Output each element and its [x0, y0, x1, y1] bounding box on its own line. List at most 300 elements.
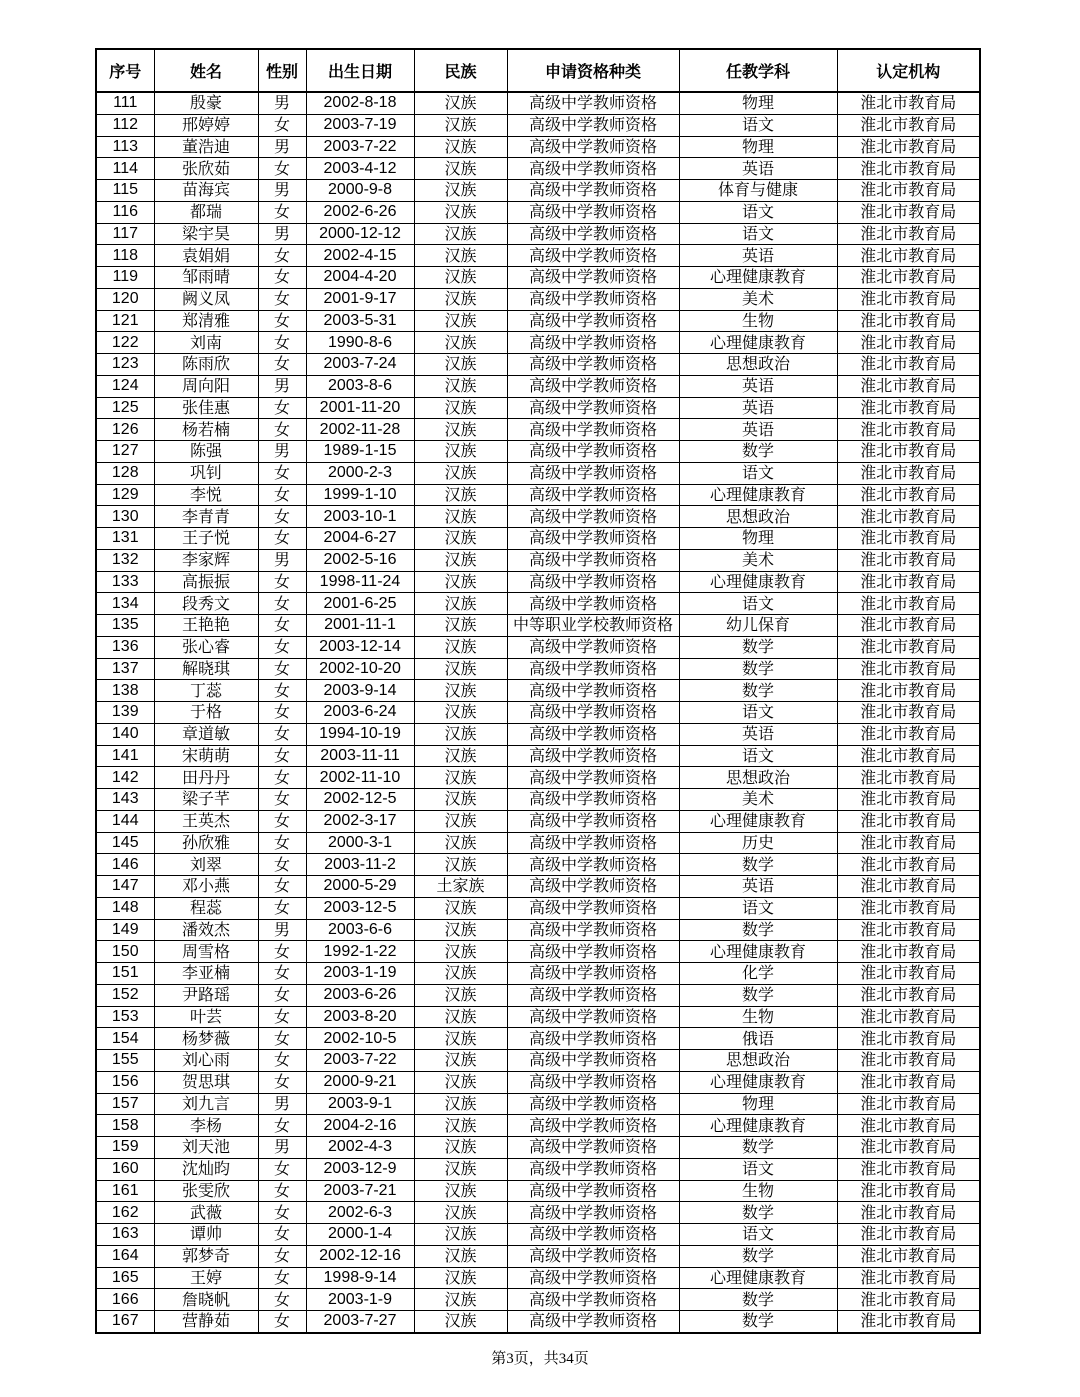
cell-subject: 英语	[679, 397, 837, 419]
cell-ethnicity: 汉族	[414, 1050, 507, 1072]
table-row	[96, 114, 980, 136]
cell-name: 丁蕊	[154, 680, 258, 702]
cell-qualification-type: 高级中学教师资格	[507, 223, 679, 245]
cell-gender: 男	[258, 1137, 306, 1159]
cell-gender: 男	[258, 441, 306, 463]
cell-certifying-authority: 淮北市教育局	[837, 984, 980, 1006]
cell-seq: 119	[96, 267, 154, 289]
cell-name: 谭帅	[154, 1224, 258, 1246]
cell-gender: 女	[258, 1028, 306, 1050]
cell-subject: 英语	[679, 419, 837, 441]
table-row	[96, 876, 980, 898]
cell-gender: 女	[258, 397, 306, 419]
cell-subject: 心理健康教育	[679, 1115, 837, 1137]
cell-birthdate: 1998-9-14	[306, 1267, 414, 1289]
cell-subject: 心理健康教育	[679, 571, 837, 593]
cell-gender: 女	[258, 1202, 306, 1224]
cell-qualification-type: 高级中学教师资格	[507, 158, 679, 180]
cell-subject: 生物	[679, 1180, 837, 1202]
cell-birthdate: 2000-1-4	[306, 1224, 414, 1246]
cell-birthdate: 2003-1-9	[306, 1289, 414, 1311]
cell-seq: 125	[96, 397, 154, 419]
cell-gender: 女	[258, 1180, 306, 1202]
cell-ethnicity: 汉族	[414, 1289, 507, 1311]
cell-birthdate: 2001-9-17	[306, 288, 414, 310]
cell-name: 章道敏	[154, 723, 258, 745]
table-row	[96, 1115, 980, 1137]
cell-birthdate: 1999-1-10	[306, 484, 414, 506]
page-prefix: 第	[491, 1349, 507, 1367]
cell-seq: 152	[96, 984, 154, 1006]
table-row	[96, 963, 980, 985]
cell-certifying-authority: 淮北市教育局	[837, 462, 980, 484]
cell-name: 解晓琪	[154, 658, 258, 680]
table-row	[96, 158, 980, 180]
cell-qualification-type: 高级中学教师资格	[507, 245, 679, 267]
cell-name: 杨若楠	[154, 419, 258, 441]
cell-name: 孙欣雅	[154, 832, 258, 854]
table-row	[96, 1311, 980, 1333]
table-row	[96, 1028, 980, 1050]
cell-certifying-authority: 淮北市教育局	[837, 288, 980, 310]
cell-certifying-authority: 淮北市教育局	[837, 1071, 980, 1093]
table-row	[96, 1289, 980, 1311]
table-row	[96, 658, 980, 680]
cell-qualification-type: 高级中学教师资格	[507, 484, 679, 506]
cell-birthdate: 2003-7-27	[306, 1311, 414, 1333]
cell-gender: 女	[258, 1115, 306, 1137]
cell-gender: 女	[258, 310, 306, 332]
cell-qualification-type: 高级中学教师资格	[507, 832, 679, 854]
cell-subject: 心理健康教育	[679, 267, 837, 289]
table-row	[96, 310, 980, 332]
cell-name: 李杨	[154, 1115, 258, 1137]
cell-seq: 159	[96, 1137, 154, 1159]
cell-name: 田丹丹	[154, 767, 258, 789]
cell-certifying-authority: 淮北市教育局	[837, 571, 980, 593]
table-row	[96, 397, 980, 419]
cell-ethnicity: 汉族	[414, 680, 507, 702]
cell-seq: 127	[96, 441, 154, 463]
cell-seq: 123	[96, 354, 154, 376]
cell-seq: 160	[96, 1158, 154, 1180]
cell-gender: 女	[258, 1311, 306, 1333]
teacher-qualification-table	[95, 48, 981, 1334]
cell-subject: 美术	[679, 288, 837, 310]
cell-ethnicity: 汉族	[414, 767, 507, 789]
cell-seq: 126	[96, 419, 154, 441]
cell-gender: 男	[258, 136, 306, 158]
cell-seq: 131	[96, 528, 154, 550]
cell-subject: 数学	[679, 658, 837, 680]
cell-ethnicity: 汉族	[414, 506, 507, 528]
cell-birthdate: 2003-7-19	[306, 114, 414, 136]
cell-gender: 女	[258, 723, 306, 745]
cell-subject: 语文	[679, 201, 837, 223]
cell-subject: 语文	[679, 462, 837, 484]
cell-ethnicity: 汉族	[414, 267, 507, 289]
cell-certifying-authority: 淮北市教育局	[837, 1028, 980, 1050]
cell-ethnicity: 汉族	[414, 136, 507, 158]
cell-certifying-authority: 淮北市教育局	[837, 1202, 980, 1224]
table-row	[96, 1137, 980, 1159]
cell-certifying-authority: 淮北市教育局	[837, 854, 980, 876]
cell-ethnicity: 汉族	[414, 593, 507, 615]
cell-certifying-authority: 淮北市教育局	[837, 1158, 980, 1180]
header-qualification-type: 申请资格种类	[507, 49, 679, 92]
cell-gender: 男	[258, 375, 306, 397]
cell-gender: 女	[258, 745, 306, 767]
cell-name: 程蕊	[154, 897, 258, 919]
cell-seq: 122	[96, 332, 154, 354]
cell-seq: 155	[96, 1050, 154, 1072]
cell-subject: 数学	[679, 680, 837, 702]
cell-seq: 146	[96, 854, 154, 876]
cell-ethnicity: 汉族	[414, 223, 507, 245]
cell-certifying-authority: 淮北市教育局	[837, 1224, 980, 1246]
cell-ethnicity: 汉族	[414, 1267, 507, 1289]
cell-subject: 幼儿保育	[679, 615, 837, 637]
cell-name: 苗海宾	[154, 180, 258, 202]
cell-seq: 137	[96, 658, 154, 680]
cell-certifying-authority: 淮北市教育局	[837, 658, 980, 680]
cell-name: 王子悦	[154, 528, 258, 550]
table-row	[96, 201, 980, 223]
cell-ethnicity: 汉族	[414, 745, 507, 767]
cell-ethnicity: 汉族	[414, 1137, 507, 1159]
table-row	[96, 1224, 980, 1246]
cell-birthdate: 2003-6-26	[306, 984, 414, 1006]
cell-qualification-type: 高级中学教师资格	[507, 593, 679, 615]
cell-certifying-authority: 淮北市教育局	[837, 1115, 980, 1137]
cell-birthdate: 2004-6-27	[306, 528, 414, 550]
table-row	[96, 919, 980, 941]
cell-birthdate: 2002-12-16	[306, 1245, 414, 1267]
cell-birthdate: 1990-8-6	[306, 332, 414, 354]
table-row	[96, 1180, 980, 1202]
cell-subject: 数学	[679, 1137, 837, 1159]
header-certifying-authority: 认定机构	[837, 49, 980, 92]
cell-qualification-type: 中等职业学校教师资格	[507, 615, 679, 637]
cell-subject: 英语	[679, 723, 837, 745]
cell-certifying-authority: 淮北市教育局	[837, 636, 980, 658]
table-row	[96, 897, 980, 919]
cell-seq: 139	[96, 702, 154, 724]
cell-seq: 132	[96, 549, 154, 571]
cell-certifying-authority: 淮北市教育局	[837, 201, 980, 223]
cell-subject: 数学	[679, 441, 837, 463]
table-row	[96, 636, 980, 658]
cell-name: 段秀文	[154, 593, 258, 615]
cell-seq: 133	[96, 571, 154, 593]
cell-name: 李青青	[154, 506, 258, 528]
table-row	[96, 1267, 980, 1289]
cell-seq: 134	[96, 593, 154, 615]
cell-subject: 数学	[679, 1289, 837, 1311]
cell-qualification-type: 高级中学教师资格	[507, 767, 679, 789]
cell-gender: 女	[258, 571, 306, 593]
cell-ethnicity: 汉族	[414, 92, 507, 114]
cell-seq: 162	[96, 1202, 154, 1224]
cell-name: 周雪格	[154, 941, 258, 963]
cell-gender: 男	[258, 180, 306, 202]
table-row	[96, 528, 980, 550]
cell-gender: 女	[258, 1245, 306, 1267]
table-row	[96, 92, 980, 114]
cell-birthdate: 2003-7-21	[306, 1180, 414, 1202]
cell-birthdate: 2003-12-14	[306, 636, 414, 658]
cell-subject: 英语	[679, 876, 837, 898]
cell-gender: 女	[258, 114, 306, 136]
cell-qualification-type: 高级中学教师资格	[507, 1137, 679, 1159]
cell-seq: 141	[96, 745, 154, 767]
cell-qualification-type: 高级中学教师资格	[507, 876, 679, 898]
cell-name: 李亚楠	[154, 963, 258, 985]
cell-name: 高振振	[154, 571, 258, 593]
cell-ethnicity: 汉族	[414, 375, 507, 397]
cell-ethnicity: 汉族	[414, 615, 507, 637]
cell-subject: 数学	[679, 984, 837, 1006]
cell-seq: 129	[96, 484, 154, 506]
cell-seq: 166	[96, 1289, 154, 1311]
cell-certifying-authority: 淮北市教育局	[837, 506, 980, 528]
cell-name: 王婷	[154, 1267, 258, 1289]
cell-gender: 男	[258, 223, 306, 245]
cell-gender: 女	[258, 593, 306, 615]
header-ethnicity: 民族	[414, 49, 507, 92]
cell-gender: 女	[258, 1071, 306, 1093]
cell-gender: 女	[258, 245, 306, 267]
cell-birthdate: 2003-7-24	[306, 354, 414, 376]
header-subject: 任教学科	[679, 49, 837, 92]
table-row	[96, 506, 980, 528]
cell-seq: 158	[96, 1115, 154, 1137]
cell-ethnicity: 汉族	[414, 810, 507, 832]
cell-birthdate: 2000-9-8	[306, 180, 414, 202]
cell-ethnicity: 汉族	[414, 1028, 507, 1050]
cell-seq: 114	[96, 158, 154, 180]
cell-gender: 女	[258, 506, 306, 528]
cell-subject: 语文	[679, 897, 837, 919]
cell-name: 尹路瑶	[154, 984, 258, 1006]
cell-gender: 女	[258, 636, 306, 658]
cell-subject: 数学	[679, 636, 837, 658]
cell-ethnicity: 汉族	[414, 636, 507, 658]
cell-gender: 女	[258, 462, 306, 484]
cell-subject: 语文	[679, 745, 837, 767]
cell-ethnicity: 汉族	[414, 1224, 507, 1246]
cell-birthdate: 2004-2-16	[306, 1115, 414, 1137]
cell-birthdate: 1994-10-19	[306, 723, 414, 745]
cell-gender: 女	[258, 332, 306, 354]
cell-qualification-type: 高级中学教师资格	[507, 136, 679, 158]
cell-name: 邢婷婷	[154, 114, 258, 136]
page-suffix: 页	[573, 1349, 589, 1367]
cell-ethnicity: 汉族	[414, 1093, 507, 1115]
cell-qualification-type: 高级中学教师资格	[507, 1071, 679, 1093]
cell-certifying-authority: 淮北市教育局	[837, 419, 980, 441]
table-row	[96, 1158, 980, 1180]
cell-birthdate: 2003-12-5	[306, 897, 414, 919]
cell-qualification-type: 高级中学教师资格	[507, 702, 679, 724]
cell-ethnicity: 汉族	[414, 549, 507, 571]
cell-seq: 128	[96, 462, 154, 484]
cell-qualification-type: 高级中学教师资格	[507, 1115, 679, 1137]
cell-gender: 女	[258, 1267, 306, 1289]
cell-birthdate: 2001-11-20	[306, 397, 414, 419]
cell-gender: 女	[258, 1050, 306, 1072]
table-row	[96, 223, 980, 245]
cell-gender: 女	[258, 1158, 306, 1180]
cell-gender: 女	[258, 854, 306, 876]
cell-subject: 英语	[679, 158, 837, 180]
cell-subject: 思想政治	[679, 1050, 837, 1072]
cell-seq: 164	[96, 1245, 154, 1267]
page-number: 3	[506, 1351, 514, 1367]
cell-gender: 女	[258, 158, 306, 180]
cell-seq: 113	[96, 136, 154, 158]
cell-seq: 147	[96, 876, 154, 898]
cell-seq: 148	[96, 897, 154, 919]
cell-qualification-type: 高级中学教师资格	[507, 288, 679, 310]
cell-certifying-authority: 淮北市教育局	[837, 1093, 980, 1115]
cell-birthdate: 2002-10-5	[306, 1028, 414, 1050]
cell-gender: 女	[258, 963, 306, 985]
cell-certifying-authority: 淮北市教育局	[837, 1311, 980, 1333]
cell-certifying-authority: 淮北市教育局	[837, 810, 980, 832]
cell-qualification-type: 高级中学教师资格	[507, 1093, 679, 1115]
cell-subject: 语文	[679, 114, 837, 136]
cell-ethnicity: 汉族	[414, 354, 507, 376]
cell-birthdate: 2003-4-12	[306, 158, 414, 180]
cell-name: 陈强	[154, 441, 258, 463]
table-row	[96, 180, 980, 202]
cell-gender: 女	[258, 658, 306, 680]
cell-certifying-authority: 淮北市教育局	[837, 136, 980, 158]
cell-ethnicity: 汉族	[414, 1245, 507, 1267]
cell-birthdate: 2002-8-18	[306, 92, 414, 114]
cell-certifying-authority: 淮北市教育局	[837, 767, 980, 789]
cell-qualification-type: 高级中学教师资格	[507, 549, 679, 571]
cell-subject: 体育与健康	[679, 180, 837, 202]
cell-subject: 心理健康教育	[679, 810, 837, 832]
cell-seq: 165	[96, 1267, 154, 1289]
cell-ethnicity: 汉族	[414, 201, 507, 223]
table-row	[96, 549, 980, 571]
cell-ethnicity: 汉族	[414, 789, 507, 811]
cell-gender: 男	[258, 919, 306, 941]
cell-name: 邓小燕	[154, 876, 258, 898]
cell-subject: 心理健康教育	[679, 1071, 837, 1093]
cell-name: 刘天池	[154, 1137, 258, 1159]
cell-gender: 男	[258, 92, 306, 114]
cell-qualification-type: 高级中学教师资格	[507, 180, 679, 202]
cell-name: 叶芸	[154, 1006, 258, 1028]
table-row	[96, 267, 980, 289]
cell-ethnicity: 汉族	[414, 158, 507, 180]
cell-gender: 女	[258, 876, 306, 898]
cell-certifying-authority: 淮北市教育局	[837, 354, 980, 376]
cell-subject: 语文	[679, 1158, 837, 1180]
cell-ethnicity: 汉族	[414, 1180, 507, 1202]
cell-seq: 121	[96, 310, 154, 332]
cell-qualification-type: 高级中学教师资格	[507, 1050, 679, 1072]
cell-gender: 男	[258, 1093, 306, 1115]
cell-subject: 物理	[679, 528, 837, 550]
cell-qualification-type: 高级中学教师资格	[507, 528, 679, 550]
cell-birthdate: 2000-2-3	[306, 462, 414, 484]
cell-name: 詹晓帆	[154, 1289, 258, 1311]
cell-ethnicity: 土家族	[414, 876, 507, 898]
cell-subject: 数学	[679, 854, 837, 876]
cell-birthdate: 2002-3-17	[306, 810, 414, 832]
cell-name: 都瑞	[154, 201, 258, 223]
cell-name: 梁子芊	[154, 789, 258, 811]
cell-certifying-authority: 淮北市教育局	[837, 180, 980, 202]
cell-birthdate: 2003-8-20	[306, 1006, 414, 1028]
cell-subject: 数学	[679, 1245, 837, 1267]
cell-ethnicity: 汉族	[414, 571, 507, 593]
table-row	[96, 354, 980, 376]
cell-certifying-authority: 淮北市教育局	[837, 484, 980, 506]
cell-seq: 117	[96, 223, 154, 245]
cell-certifying-authority: 淮北市教育局	[837, 963, 980, 985]
cell-gender: 女	[258, 810, 306, 832]
cell-name: 巩钊	[154, 462, 258, 484]
cell-ethnicity: 汉族	[414, 723, 507, 745]
cell-seq: 120	[96, 288, 154, 310]
cell-subject: 英语	[679, 245, 837, 267]
table-row	[96, 745, 980, 767]
cell-certifying-authority: 淮北市教育局	[837, 680, 980, 702]
cell-qualification-type: 高级中学教师资格	[507, 1028, 679, 1050]
cell-name: 贺思琪	[154, 1071, 258, 1093]
header-seq: 序号	[96, 49, 154, 92]
cell-subject: 历史	[679, 832, 837, 854]
cell-gender: 女	[258, 267, 306, 289]
cell-birthdate: 2003-8-6	[306, 375, 414, 397]
cell-qualification-type: 高级中学教师资格	[507, 332, 679, 354]
cell-subject: 生物	[679, 310, 837, 332]
cell-name: 李悦	[154, 484, 258, 506]
cell-name: 李家辉	[154, 549, 258, 571]
cell-birthdate: 2000-12-12	[306, 223, 414, 245]
cell-ethnicity: 汉族	[414, 1158, 507, 1180]
cell-gender: 女	[258, 288, 306, 310]
cell-qualification-type: 高级中学教师资格	[507, 1245, 679, 1267]
cell-certifying-authority: 淮北市教育局	[837, 702, 980, 724]
cell-ethnicity: 汉族	[414, 310, 507, 332]
cell-gender: 女	[258, 984, 306, 1006]
table-row	[96, 484, 980, 506]
cell-subject: 物理	[679, 136, 837, 158]
cell-certifying-authority: 淮北市教育局	[837, 158, 980, 180]
cell-subject: 化学	[679, 963, 837, 985]
cell-gender: 女	[258, 419, 306, 441]
cell-qualification-type: 高级中学教师资格	[507, 854, 679, 876]
cell-gender: 女	[258, 767, 306, 789]
cell-certifying-authority: 淮北市教育局	[837, 1006, 980, 1028]
cell-name: 潘效杰	[154, 919, 258, 941]
cell-ethnicity: 汉族	[414, 1202, 507, 1224]
cell-birthdate: 2003-11-2	[306, 854, 414, 876]
cell-seq: 140	[96, 723, 154, 745]
cell-certifying-authority: 淮北市教育局	[837, 332, 980, 354]
cell-certifying-authority: 淮北市教育局	[837, 397, 980, 419]
cell-certifying-authority: 淮北市教育局	[837, 267, 980, 289]
cell-certifying-authority: 淮北市教育局	[837, 1289, 980, 1311]
cell-qualification-type: 高级中学教师资格	[507, 984, 679, 1006]
